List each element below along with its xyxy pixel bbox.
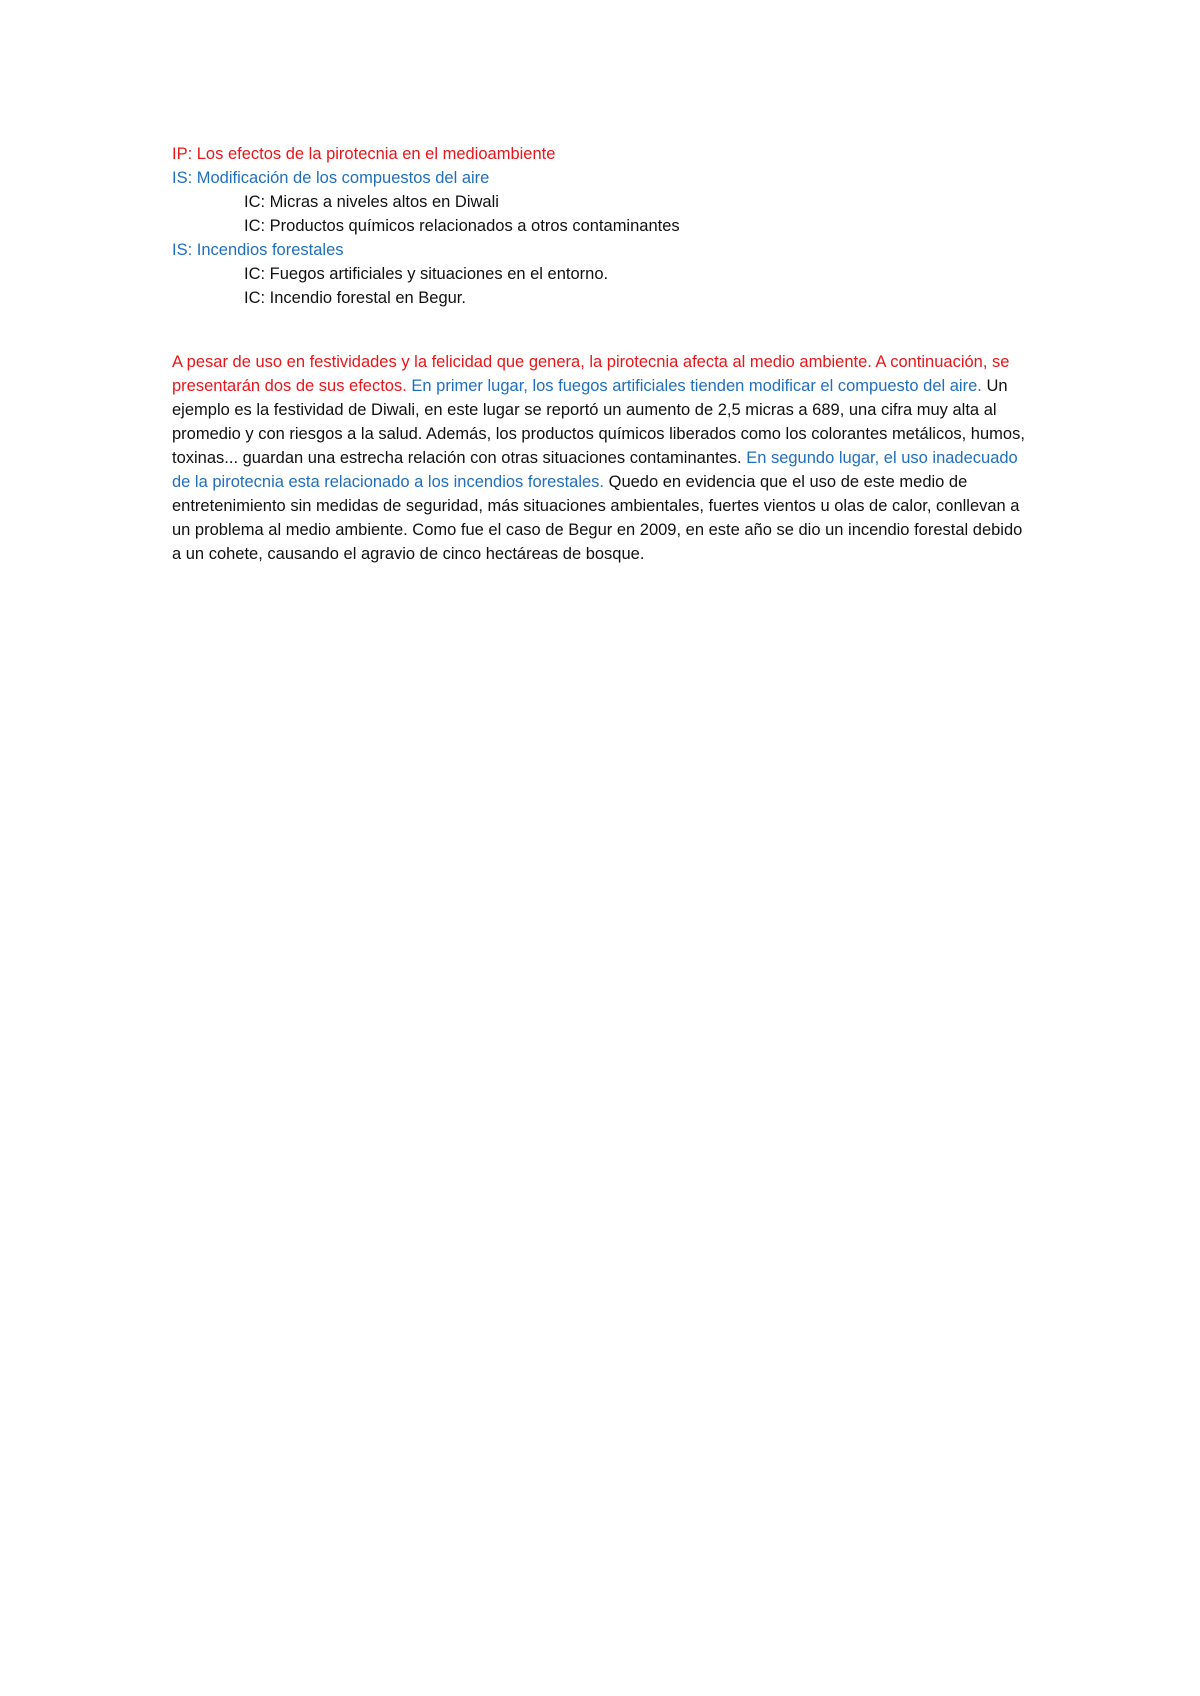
secondary-idea-fires: IS: Incendios forestales — [172, 241, 344, 259]
complementary-idea-fireworks: IC: Fuegos artificiales y situaciones en el entorno. — [244, 265, 609, 283]
body-paragraph — [172, 350, 1034, 566]
main-idea-heading: IP: Los efectos de la pirotecnia en el medioambiente — [172, 145, 556, 163]
secondary-idea-air: IS: Modificación de los compuestos del aire — [172, 169, 490, 187]
paragraph-second-idea: En segundo lugar, el uso inadecuado de la pirotecnia esta relacionado a los incendios forestales. — [172, 449, 1018, 491]
paragraph-first-idea: En primer lugar, los fuegos artificiales tienden modificar el compuesto del aire. — [411, 377, 982, 395]
paragraph-intro: A pesar de uso en festividades y la felicidad que genera, la pirotecnia afecta al medio ambiente. A continuación, se presentarán dos de sus efectos. — [172, 353, 1010, 395]
outline — [172, 142, 1052, 310]
paragraph-first-support: Un ejemplo es la festividad de Diwali, en este lugar se reportó un aumento de 2,5 micras a 689, una cifra muy alta al promedio y con riesgos a la salud. Además, los productos químicos liberados como los colorantes metálicos, humos, toxinas... guardan una estrecha relación con otras situaciones contaminantes. — [172, 377, 1025, 467]
complementary-idea-chemicals: IC: Productos químicos relacionados a otros contaminantes — [244, 217, 680, 235]
complementary-idea-begur: IC: Incendio forestal en Begur. — [244, 289, 466, 307]
paragraph-second-support: Quedo en evidencia que el uso de este medio de entretenimiento sin medidas de seguridad, más situaciones ambientales, fuertes vientos u olas de calor, conllevan a un problema al medio ambiente. Como fue el caso de Begur en 2009, en este año se dio un incendio forestal debido a un cohete, causando el agravio de cinco hectáreas de bosque. — [172, 473, 1023, 563]
complementary-idea-diwali: IC: Micras a niveles altos en Diwali — [244, 193, 499, 211]
